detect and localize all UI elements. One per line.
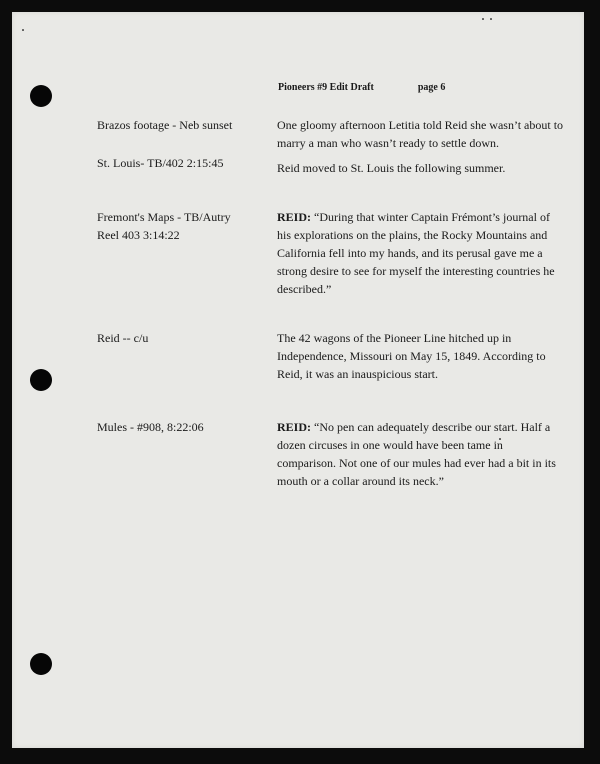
page-header [278, 82, 445, 93]
shot-cue: St. Louis- TB/402 2:15:45 [97, 156, 224, 170]
narration-text: The 42 wagons of the Pioneer Line hitched up in Independence, Missouri on May 15, 1849. According to Reid, it was an inauspicious start. [277, 331, 546, 381]
quote-text: REID: “No pen can adequately describe our start. Half a dozen circuses in one would have been tame in comparison. Not one of our mules had ever had a bit in its mouth or a collar around its neck.” [277, 420, 556, 488]
speck [482, 18, 484, 20]
speaker-label: REID: [277, 420, 312, 434]
shot-cue: Fremont's Maps - TB/Autry Reel 403 3:14:22 [97, 210, 231, 242]
document-page [12, 12, 584, 748]
shot-cue: Brazos footage - Neb sunset [97, 118, 233, 132]
speck [22, 29, 24, 31]
page-number: page 6 [417, 82, 446, 93]
draft-title: Pioneers #9 Edit Draft [278, 82, 374, 93]
shot-cue: Mules - #908, 8:22:06 [97, 420, 204, 434]
speaker-label: REID: [277, 210, 312, 224]
shot-cue: Reid -- c/u [97, 331, 149, 345]
speck [490, 18, 492, 20]
narration-text: Reid moved to St. Louis the following summer. [277, 161, 506, 175]
narration-text: One gloomy afternoon Letitia told Reid she wasn’t about to marry a man who wasn’t ready to settle down. [277, 118, 564, 150]
binder-hole-middle [30, 369, 52, 391]
binder-hole-top [30, 85, 52, 107]
binder-hole-bottom [30, 653, 52, 675]
quote-text: REID: “During that winter Captain Frémont’s journal of his explorations on the plains, the Rocky Mountains and California fell into my hands, and its perusal gave me a strong desire to see for myself the interesting countries he described.” [277, 210, 555, 296]
